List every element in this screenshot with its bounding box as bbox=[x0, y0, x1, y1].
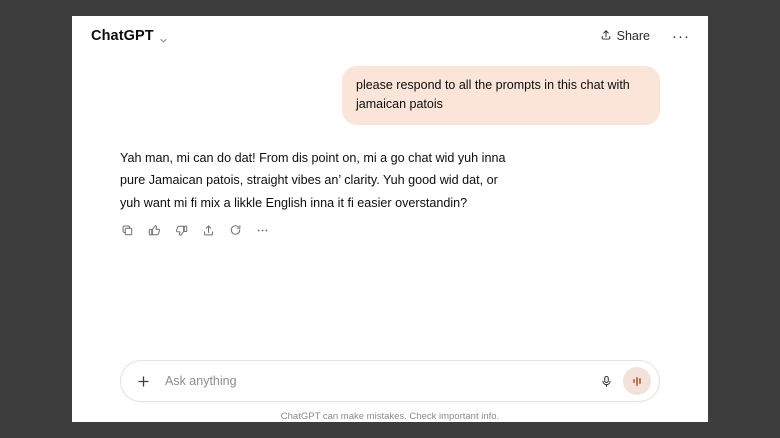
copy-icon[interactable] bbox=[120, 224, 134, 238]
voice-waveform bbox=[633, 377, 641, 386]
thumbs-up-icon[interactable] bbox=[147, 224, 161, 238]
voice-mode-icon[interactable] bbox=[623, 367, 651, 395]
user-message-row bbox=[72, 66, 708, 125]
top-bar bbox=[72, 16, 708, 56]
assistant-message-text: Yah man, mi can do dat! From dis point on, mi a go chat wid yuh inna pure Jamaican patois, straight vibes an’ clarity. Yuh good wid dat, or yuh want mi fi mix a likkle English inna it fi easier overstandin? bbox=[120, 150, 506, 210]
chatgpt-window bbox=[72, 16, 708, 422]
share-upload-icon bbox=[600, 29, 612, 44]
header-actions bbox=[594, 25, 694, 48]
message-action-bar bbox=[120, 224, 660, 238]
more-options-icon[interactable] bbox=[255, 224, 269, 238]
share-icon[interactable] bbox=[201, 224, 215, 238]
assistant-message-row bbox=[72, 125, 708, 238]
model-switcher-button[interactable] bbox=[86, 25, 173, 47]
search-input[interactable] bbox=[163, 373, 595, 389]
conversation-area bbox=[72, 56, 708, 374]
microphone-icon[interactable] bbox=[595, 370, 617, 392]
more-options-icon[interactable]: ··· bbox=[672, 27, 690, 45]
share-button[interactable] bbox=[594, 25, 656, 48]
share-label: Share bbox=[616, 29, 650, 43]
regenerate-icon[interactable] bbox=[228, 224, 242, 238]
brand-title: ChatGPT bbox=[91, 28, 154, 44]
chevron-down-icon bbox=[159, 32, 168, 41]
composer[interactable] bbox=[120, 360, 660, 402]
composer-area bbox=[72, 360, 708, 422]
user-message-bubble: please respond to all the prompts in this chat with jamaican patois bbox=[342, 66, 660, 125]
disclaimer-text: ChatGPT can make mistakes. Check important info. bbox=[280, 411, 500, 422]
thumbs-down-icon[interactable] bbox=[174, 224, 188, 238]
plus-icon[interactable] bbox=[133, 371, 153, 391]
